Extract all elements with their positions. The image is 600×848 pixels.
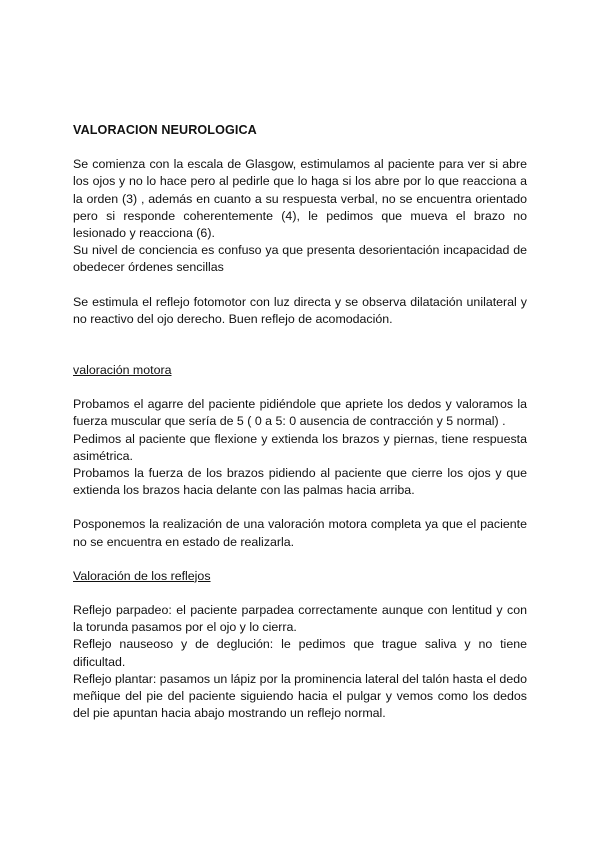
spacer <box>73 277 527 294</box>
spacer <box>73 551 527 568</box>
paragraph-reflejo-nauseoso: Reflejo nauseoso y de deglución: le pedimos que trague saliva y no tiene dificultad. <box>73 637 527 669</box>
paragraph-flexion: Pedimos al paciente que flexione y extienda los brazos y piernas, tiene respuesta asimétrica. <box>73 431 527 463</box>
spacer <box>73 328 527 362</box>
spacer <box>73 499 527 516</box>
paragraph-agarre: Probamos el agarre del paciente pidiéndole que apriete los dedos y valoramos la fuerza muscular que sería de 5 ( 0 a 5: 0 ausencia de contracción y 5 normal) . <box>73 397 527 429</box>
paragraph-fuerza-brazos: Probamos la fuerza de los brazos pidiendo al paciente que cierre los ojos y que extienda los brazos hacia delante con las palmas hacia arriba. <box>73 466 527 498</box>
document-title: VALORACION NEUROLOGICA <box>73 123 257 137</box>
paragraph-conciencia: Su nivel de conciencia es confuso ya que presenta desorientación incapacidad de obedecer órdenes sencillas <box>73 243 527 275</box>
document-page <box>73 122 527 722</box>
paragraph-reflejo-plantar: Reflejo plantar: pasamos un lápiz por la prominencia lateral del talón hasta el dedo meñique del pie del paciente siguiendo hacia el pulgar y vemos como los dedos del pie apuntan hacia abajo mostrando un reflejo normal. <box>73 671 527 721</box>
paragraph-posponemos: Posponemos la realización de una valoración motora completa ya que el paciente no se encuentra en estado de realizarla. <box>73 517 527 549</box>
paragraph-reflejo-fotomotor: Se estimula el reflejo fotomotor con luz directa y se observa dilatación unilateral y no reactivo del ojo derecho. Buen reflejo de acomodación. <box>73 294 527 326</box>
paragraph-glasgow: Se comienza con la escala de Glasgow, estimulamos al paciente para ver si abre los ojos y no lo hace pero al pedirle que lo haga si los abre por lo que reacciona a la orden (3) , además en cuanto a su respuesta verbal, no se encuentra orientado pero si responde coherentemente (4), le pedimos que mueva el brazo no lesionado y reacciona (6). <box>73 157 527 241</box>
section-heading-reflejos: Valoración de los reflejos <box>73 568 211 583</box>
section-heading-motora: valoración motora <box>73 363 172 378</box>
paragraph-reflejo-parpadeo: Reflejo parpadeo: el paciente parpadea correctamente aunque con lentitud y con la torunda pasamos por el ojo y lo cierra. <box>73 603 527 635</box>
